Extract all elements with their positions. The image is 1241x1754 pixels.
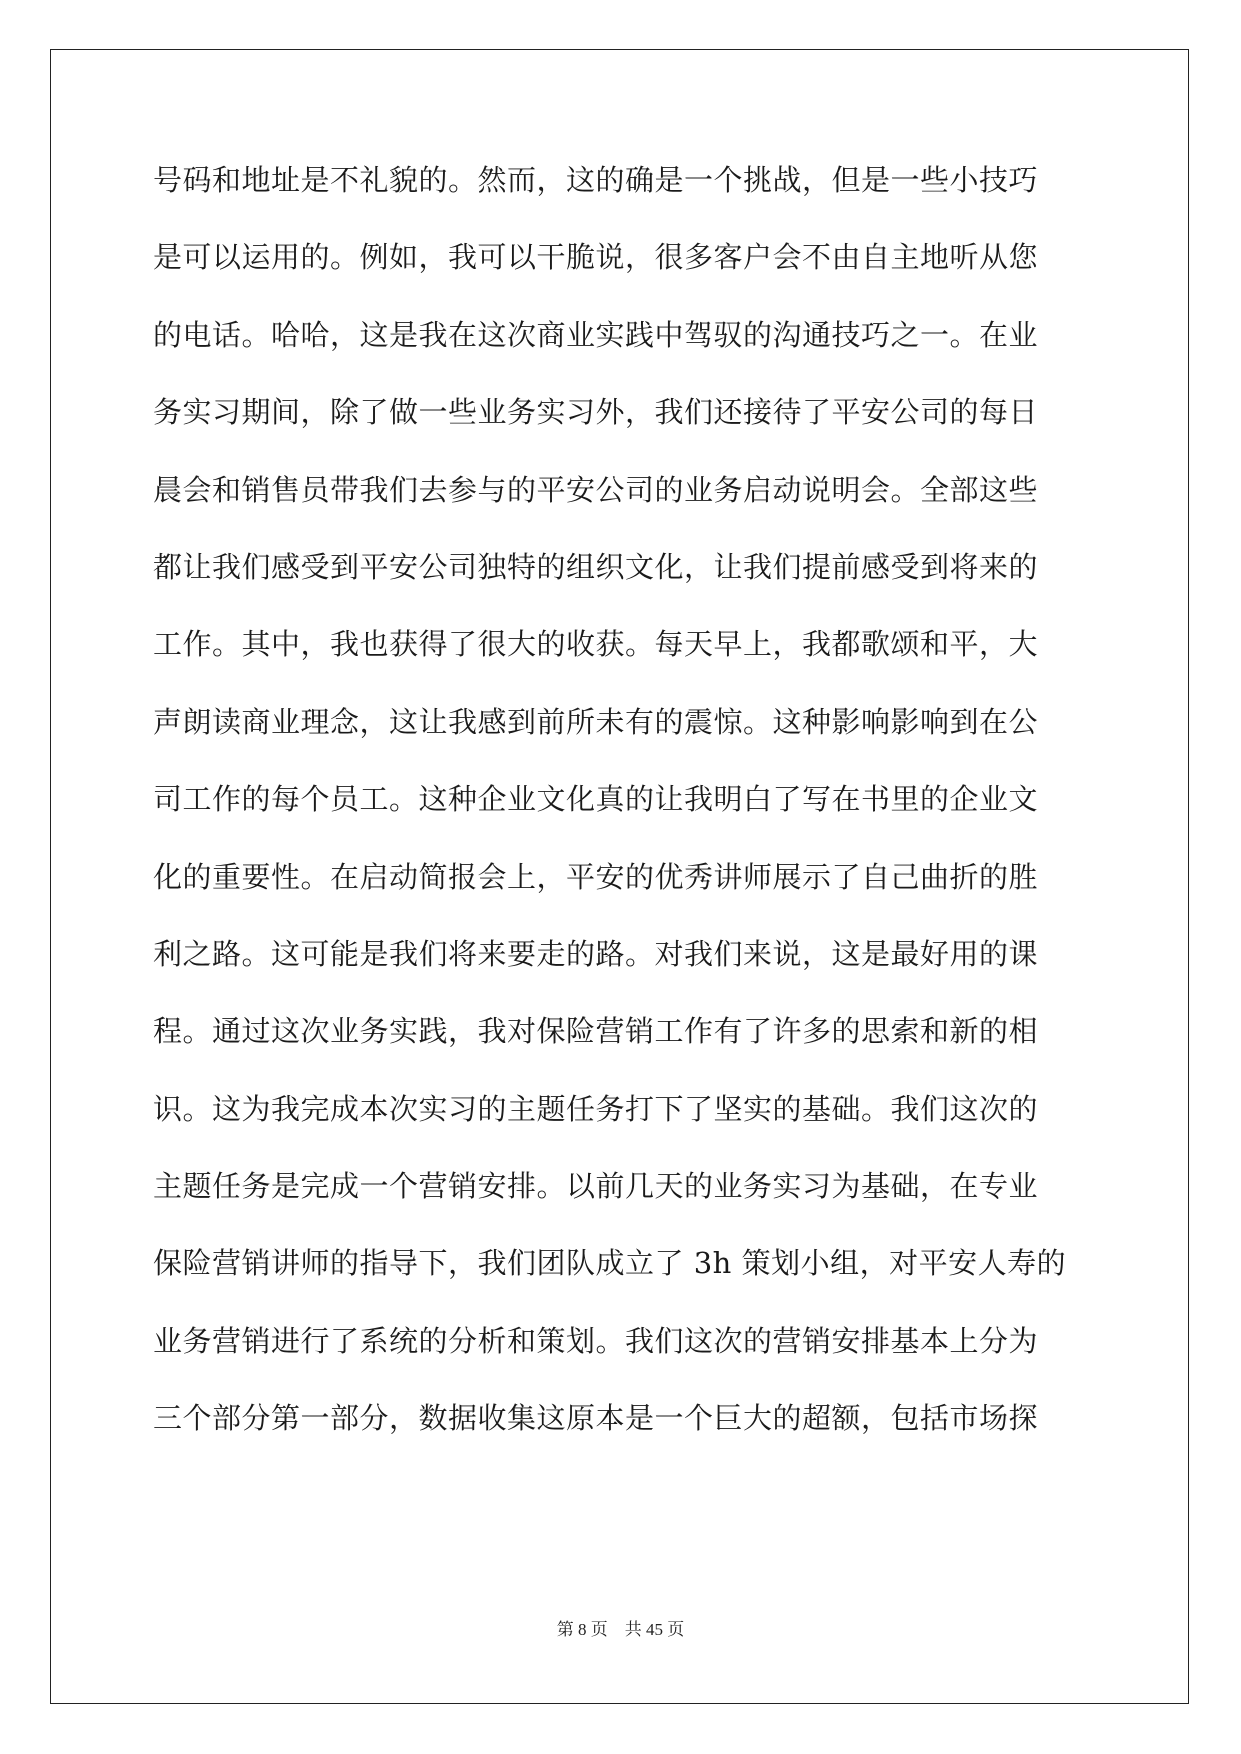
text-line: 识。这为我完成本次实习的主题任务打下了坚实的基础。我们这次的 [153, 1091, 1039, 1126]
text-line: 业务营销进行了系统的分析和策划。我们这次的营销安排基本上分为 [153, 1323, 1039, 1358]
text-line: 利之路。这可能是我们将来要走的路。对我们来说，这是最好用的课 [153, 936, 1039, 971]
text-line: 程。通过这次业务实践，我对保险营销工作有了许多的思索和新的相 [153, 1014, 1039, 1049]
text-line: 是可以运用的。例如，我可以干脆说，很多客户会不由自主地听从您 [153, 240, 1039, 275]
text-line: 三个部分第一部分，数据收集这原本是一个巨大的超额，包括市场探 [153, 1401, 1039, 1436]
text-line: 保险营销讲师的指导下，我们团队成立了 3h 策划小组，对平安人寿的 [153, 1246, 1067, 1281]
text-line: 司工作的每个员工。这种企业文化真的让我明白了写在书里的企业文 [153, 782, 1039, 817]
body-text [153, 160, 1093, 1476]
text-line: 工作。其中，我也获得了很大的收获。每天早上，我都歌颂和平，大 [153, 627, 1039, 662]
text-line: 化的重要性。在启动简报会上，平安的优秀讲师展示了自己曲折的胜 [153, 859, 1039, 894]
text-line: 的电话。哈哈，这是我在这次商业实践中驾驭的沟通技巧之一。在业 [153, 317, 1039, 352]
text-line: 务实习期间，除了做一些业务实习外，我们还接待了平安公司的每日 [153, 395, 1039, 430]
text-line: 都让我们感受到平安公司独特的组织文化，让我们提前感受到将来的 [153, 549, 1039, 584]
text-line: 声朗读商业理念，这让我感到前所未有的震惊。这种影响影响到在公 [153, 704, 1039, 739]
text-line: 主题任务是完成一个营销安排。以前几天的业务实习为基础，在专业 [153, 1169, 1039, 1204]
text-line: 晨会和销售员带我们去参与的平安公司的业务启动说明会。全部这些 [153, 472, 1039, 507]
page-number: 第 8 页 共 45 页 [556, 1620, 685, 1639]
text-line: 号码和地址是不礼貌的。然而，这的确是一个挑战，但是一些小技巧 [153, 163, 1039, 197]
